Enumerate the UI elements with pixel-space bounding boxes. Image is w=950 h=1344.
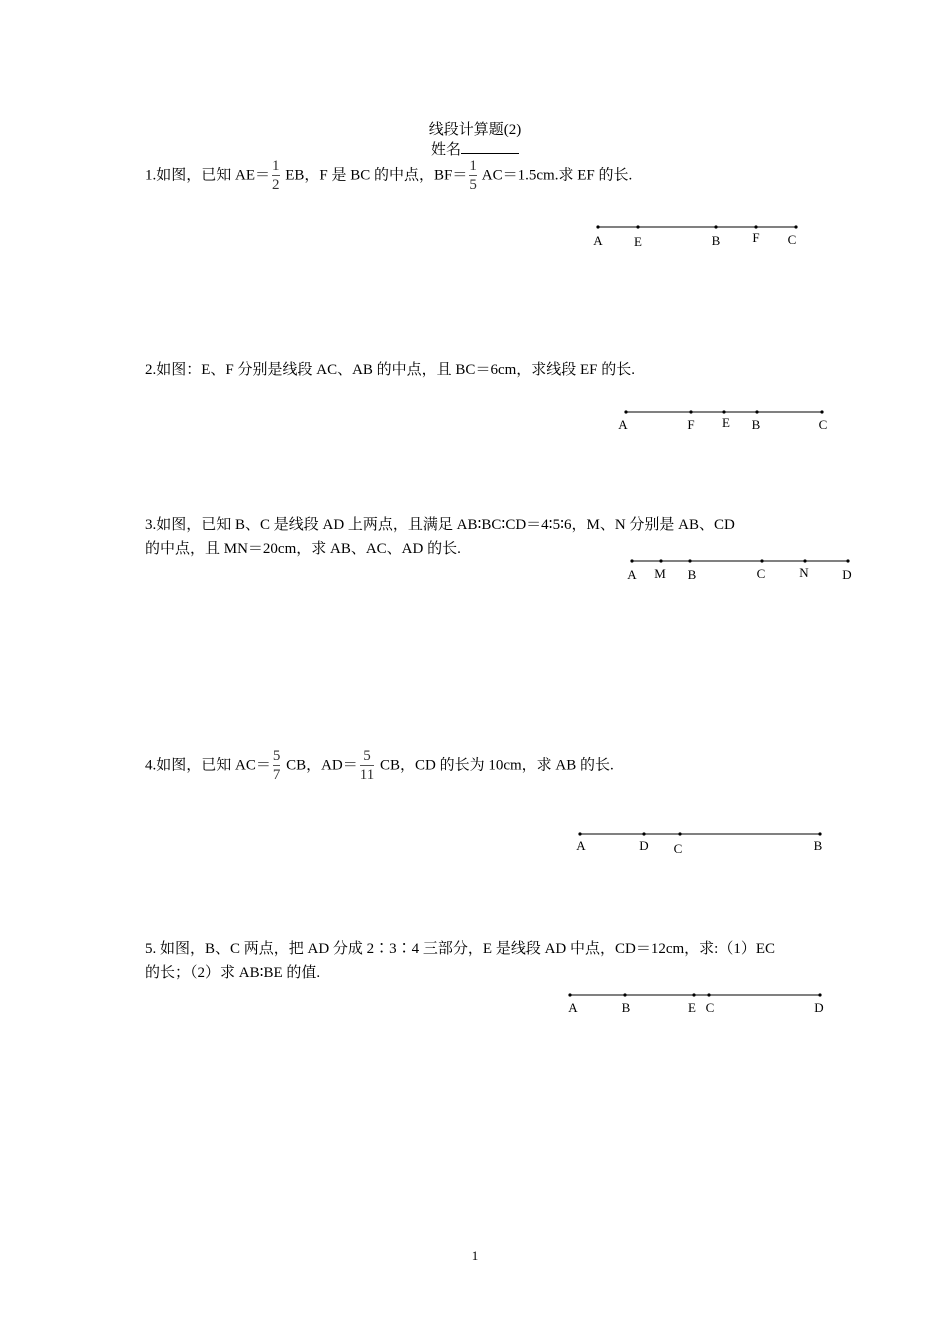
point-label: D bbox=[639, 838, 649, 853]
page-title: 线段计算题(2) bbox=[428, 122, 522, 138]
fraction-denominator: 2 bbox=[272, 177, 280, 193]
fraction-numerator: 1 bbox=[469, 158, 477, 174]
fraction-5-11 bbox=[360, 748, 374, 784]
name-label: 姓名 bbox=[430, 142, 461, 158]
problem-5-line-2: 的长；（2）求 AB∶BE 的值. bbox=[145, 965, 321, 981]
fraction-1-5 bbox=[469, 158, 477, 194]
figure-1 bbox=[590, 218, 810, 254]
point-label: C bbox=[673, 841, 683, 856]
problem-2-text: 2.如图：E、F 分别是线段 AC、AB 的中点，且 BC＝6cm，求线段 EF 的长. bbox=[145, 362, 636, 378]
fraction-denominator: 11 bbox=[359, 767, 375, 783]
fraction-5-7 bbox=[273, 748, 281, 784]
fraction-denominator: 5 bbox=[469, 177, 477, 193]
point-label: B bbox=[813, 838, 823, 853]
figure-5 bbox=[562, 986, 832, 1022]
fraction-numerator: 5 bbox=[363, 748, 371, 764]
point-label: A bbox=[627, 567, 637, 582]
name-field bbox=[0, 138, 950, 159]
point-label: B bbox=[711, 233, 721, 248]
point-label: A bbox=[576, 838, 586, 853]
problem-3-line-1: 3.如图，已知 B、C 是线段 AD 上两点，且满足 AB∶BC∶CD＝4∶5∶6，M、N 分别是 AB、CD bbox=[145, 517, 735, 533]
problem-1-text-c: AC＝1.5cm.求 EF 的长. bbox=[478, 167, 633, 184]
point-label: C bbox=[787, 232, 797, 247]
fraction-numerator: 1 bbox=[272, 158, 280, 174]
point-label: E bbox=[634, 234, 642, 249]
point-label: C bbox=[756, 566, 766, 581]
problem-5-line-1: 5. 如图，B、C 两点，把 AD 分成 2∶3∶4 三部分，E 是线段 AD 中点，CD＝12cm，求:（1）EC bbox=[145, 941, 776, 957]
point-label: C bbox=[705, 1000, 715, 1015]
point-label: A bbox=[618, 417, 628, 432]
fraction-denominator: 7 bbox=[272, 767, 281, 783]
point-label: F bbox=[752, 230, 760, 245]
point-label: A bbox=[568, 1000, 578, 1015]
problem-1 bbox=[145, 158, 815, 194]
point-label: D bbox=[814, 1000, 824, 1015]
problem-1-text-b: EB，F 是 BC 的中点，BF＝ bbox=[281, 167, 468, 184]
figure-3 bbox=[624, 552, 864, 588]
point-label: M bbox=[654, 566, 666, 581]
problem-4-text-b: CB，AD＝ bbox=[282, 757, 358, 774]
point-label: C bbox=[818, 417, 828, 432]
problem-2 bbox=[145, 358, 815, 382]
point-label: F bbox=[687, 417, 695, 432]
point-label: A bbox=[593, 233, 603, 248]
problem-4 bbox=[145, 748, 815, 784]
fraction-numerator: 5 bbox=[272, 748, 281, 764]
page-number: 1 bbox=[471, 1248, 479, 1263]
point-label: N bbox=[799, 565, 809, 580]
point-label: E bbox=[722, 415, 730, 430]
problem-1-text-a: 1.如图，已知 AE＝ bbox=[145, 167, 270, 184]
problem-4-text-a: 4.如图，已知 AC＝ bbox=[145, 757, 271, 774]
problem-3-line-2: 的中点，且 MN＝20cm，求 AB、AC、AD 的长. bbox=[145, 541, 461, 557]
point-label: B bbox=[621, 1000, 631, 1015]
problem-4-text-c: CB，CD 的长为 10cm，求 AB 的长. bbox=[376, 757, 614, 774]
name-blank[interactable] bbox=[461, 139, 519, 154]
figure-4 bbox=[572, 825, 832, 861]
point-label: E bbox=[688, 1000, 696, 1015]
fraction-1-2 bbox=[272, 158, 280, 194]
figure-2 bbox=[618, 403, 838, 439]
point-label: B bbox=[687, 567, 697, 582]
problem-5 bbox=[145, 937, 815, 985]
point-label: D bbox=[842, 567, 852, 582]
point-label: B bbox=[751, 417, 761, 432]
